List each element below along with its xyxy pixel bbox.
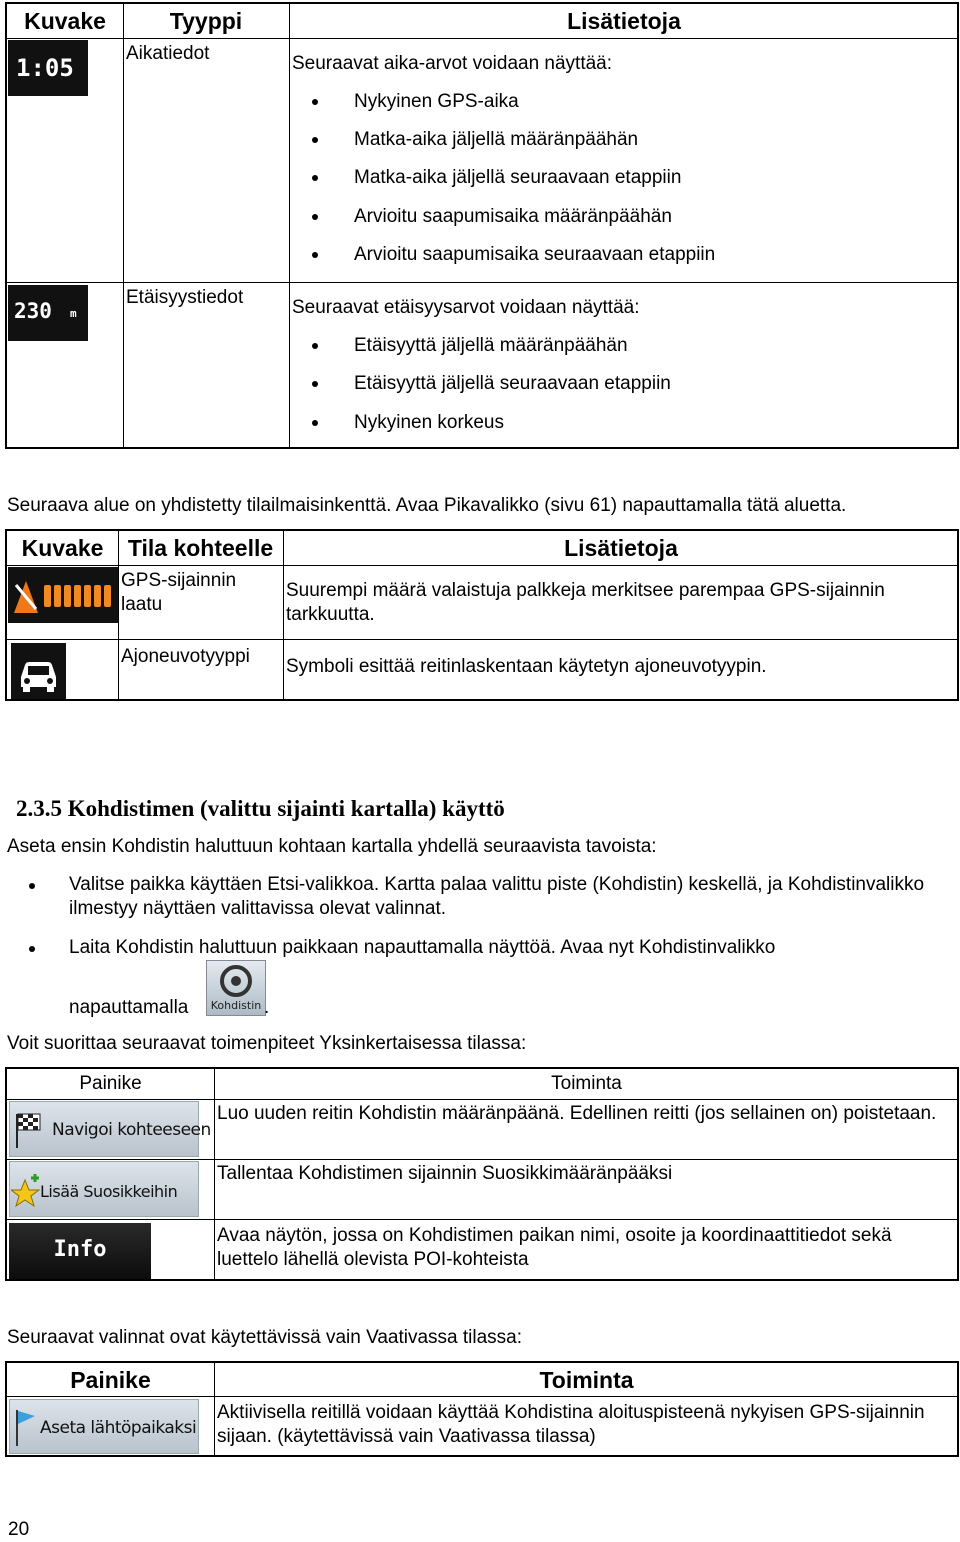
add-favourite-action: Tallentaa Kohdistimen sijainnin Suosikkimääränpääksi	[217, 1163, 673, 1184]
page-number: 20	[8, 1519, 30, 1540]
set-start-action: Aktiivisella reitillä voidaan käyttää Kohdistina aloituspisteenä nykyisen GPS-sijainnin sijaan. (käytettävissä vain Vaativassa tilassa)	[217, 1402, 925, 1447]
info-action: Avaa näytön, jossa on Kohdistimen paikan nimi, osoite ja koordinaattitiedot sekä luettelo lähellä olevista POI-kohteista	[217, 1225, 892, 1270]
combined-field-note: Seuraava alue on yhdistetty tilailmaisinkenttä. Avaa Pikavalikko (sivu 61) napauttamalla tätä aluetta.	[7, 495, 847, 516]
set-start-button[interactable]	[9, 1399, 199, 1454]
type-ajoneuvotyyppi: Ajoneuvotyyppi	[121, 646, 250, 667]
header-toiminta: Toiminta	[539, 1367, 634, 1393]
vehicle-type-icon	[11, 643, 66, 699]
list-item: Matka-aika jäljellä määränpäähän	[354, 129, 639, 150]
list-item: Laita Kohdistin haluttuun paikkaan napauttamalla näyttöä. Avaa nyt Kohdistinvalikko	[69, 937, 776, 958]
kohdistin-label: Kohdistin	[210, 999, 262, 1012]
vehicle-info: Symboli esittää reitinlaskentaan käytetyn ajoneuvotyypin.	[286, 656, 767, 677]
distance-info-icon: 230 m	[8, 285, 88, 341]
header-lisatietoja: Lisätietoja	[567, 8, 681, 34]
list-item: Nykyinen korkeus	[354, 412, 504, 433]
header-tila-kohteelle: Tila kohteelle	[127, 535, 274, 561]
header-tyyppi: Tyyppi	[169, 8, 243, 34]
header-toiminta: Toiminta	[551, 1073, 622, 1094]
list-item: Etäisyyttä jäljellä seuraavaan etappiin	[354, 373, 671, 394]
info-button[interactable]	[9, 1223, 151, 1279]
list-item: Matka-aika jäljellä seuraavaan etappiin	[354, 167, 682, 188]
list-item-continuation: napauttamalla	[69, 997, 189, 1018]
set-start-label: Aseta lähtöpaikaksi	[40, 1418, 197, 1438]
header-painike: Painike	[70, 1367, 151, 1393]
type-aikatiedot: Aikatiedot	[126, 43, 210, 64]
info-table-time-distance	[5, 2, 959, 449]
navigate-to-action: Luo uuden reitin Kohdistin määränpäänä. Edellinen reitti (jos sellainen on) poistetaan.	[217, 1103, 937, 1124]
flag-icon	[13, 1408, 37, 1448]
list-item: Valitse paikka käyttäen Etsi-valikkoa. Kartta palaa valittu piste (Kohdistin) keskellä, ja Kohdistinvalikko ilmestyy näyttäen valittavissa olevat valinnat.	[69, 874, 925, 919]
star-icon	[11, 1174, 43, 1210]
add-favourite-label: Lisää Suosikkeihin	[40, 1182, 178, 1201]
time-intro: Seuraavat aika-arvot voidaan näyttää:	[292, 53, 613, 74]
type-gps-line1: GPS-sijainnin	[121, 570, 237, 591]
time-info-icon: 1:05	[8, 40, 88, 96]
gps-quality-icon	[8, 567, 118, 623]
advanced-mode-table	[5, 1361, 959, 1457]
section-heading: 2.3.5 Kohdistimen (valittu sijainti kartalla) käyttö	[16, 796, 505, 821]
add-favourite-button[interactable]	[9, 1161, 199, 1217]
distance-intro: Seuraavat etäisyysarvot voidaan näyttää:	[292, 297, 640, 318]
navigate-to-label: Navigoi kohteeseen	[52, 1120, 211, 1140]
header-kuvake: Kuvake	[21, 535, 104, 561]
simple-mode-table	[5, 1067, 959, 1281]
info-label: Info	[53, 1237, 107, 1262]
type-gps-line2: laatu	[121, 594, 163, 615]
type-etaisyystiedot: Etäisyystiedot	[126, 287, 244, 308]
header-painike: Painike	[79, 1073, 142, 1094]
status-table	[5, 529, 959, 701]
bullet-end-period: .	[264, 997, 270, 1018]
simple-mode-intro: Voit suorittaa seuraavat toimenpiteet Yksinkertaisessa tilassa:	[7, 1033, 527, 1054]
gps-info: Suurempi määrä valaistuja palkkeja merkitsee parempaa GPS-sijainnin tarkkuutta.	[286, 580, 885, 625]
target-icon	[207, 961, 265, 1001]
kohdistin-button[interactable]	[206, 960, 266, 1016]
list-item: Etäisyyttä jäljellä määränpäähän	[354, 335, 628, 356]
checkered-flag-icon	[13, 1110, 43, 1150]
navigate-to-button[interactable]	[9, 1101, 211, 1157]
header-lisatietoja: Lisätietoja	[564, 535, 678, 561]
list-item: Arvioitu saapumisaika seuraavaan etappiin	[354, 244, 716, 265]
header-kuvake: Kuvake	[24, 8, 106, 34]
list-item: Arvioitu saapumisaika määränpäähän	[354, 206, 672, 227]
advanced-mode-intro: Seuraavat valinnat ovat käytettävissä vain Vaativassa tilassa:	[7, 1327, 523, 1348]
list-item: Nykyinen GPS-aika	[354, 91, 519, 112]
section-intro: Aseta ensin Kohdistin haluttuun kohtaan kartalla yhdellä seuraavista tavoista:	[7, 836, 657, 857]
